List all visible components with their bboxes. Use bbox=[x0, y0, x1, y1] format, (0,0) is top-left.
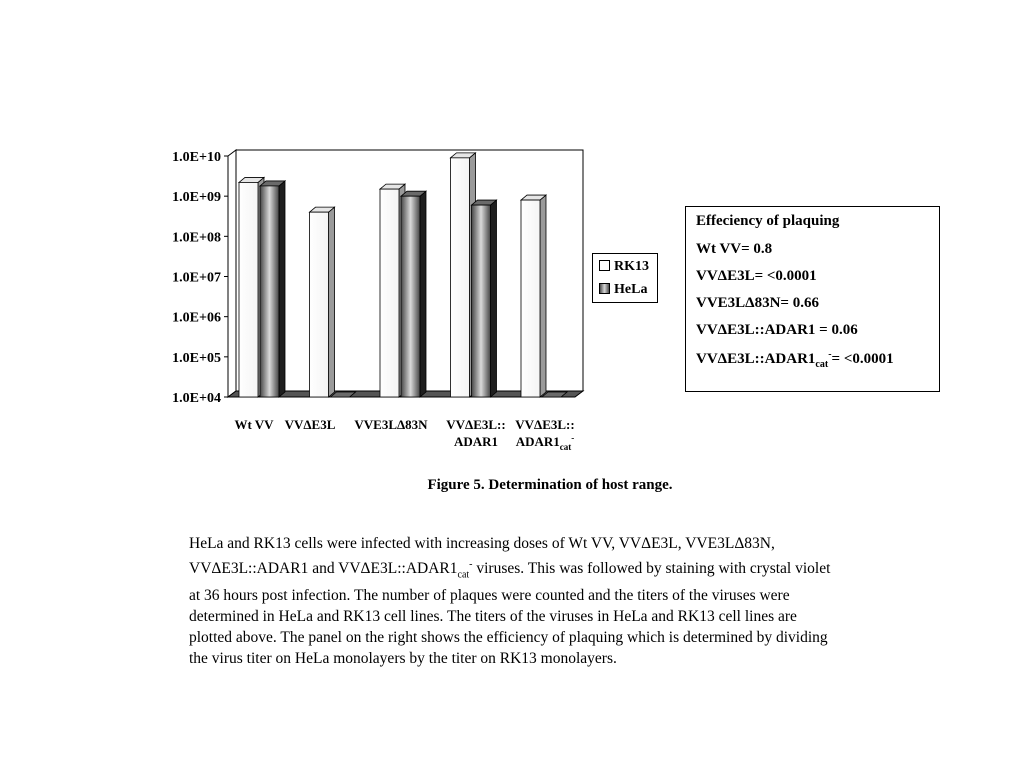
figure-description bbox=[189, 533, 919, 669]
y-axis bbox=[172, 150, 228, 406]
y-tick-label: 1.0E+09 bbox=[172, 190, 221, 206]
x-category-label: Wt VV bbox=[234, 417, 274, 432]
bar-hela-3-front bbox=[472, 205, 491, 397]
description-line-2-text: VVΔE3L::ADAR1 and VVΔE3L::ADAR1 bbox=[189, 560, 458, 578]
bar-hela-3 bbox=[472, 200, 497, 397]
x-category-label: VVΔE3L:: bbox=[515, 417, 575, 432]
legend-item-hela bbox=[599, 282, 647, 298]
description-line-2 bbox=[189, 554, 919, 585]
x-category-label-line2: $ADAR1_{cat}^-$ bbox=[515, 433, 575, 452]
y-tick-label: 1.0E+06 bbox=[172, 310, 221, 326]
panel-line-adar1cat-sup: - bbox=[828, 349, 832, 360]
bar-hela-2 bbox=[401, 191, 426, 397]
y-tick-label: 1.0E+04 bbox=[172, 391, 221, 406]
bar-hela-0-side bbox=[279, 181, 285, 397]
bar-rk13-1-front bbox=[310, 212, 329, 397]
panel-line-adar1: VVΔE3L::ADAR1 = 0.06 bbox=[696, 322, 858, 338]
legend-swatch-rk13 bbox=[599, 260, 610, 271]
panel-line-dE3L: VVΔE3L= <0.0001 bbox=[696, 268, 817, 284]
panel-heading: Effeciency of plaquing bbox=[696, 213, 840, 229]
description-line-2-sup: - bbox=[469, 559, 473, 570]
legend-item-rk13 bbox=[599, 259, 649, 275]
bar-hela-2-side bbox=[420, 191, 426, 397]
legend-label-hela: HeLa bbox=[614, 282, 648, 297]
bar-hela-0 bbox=[260, 181, 285, 397]
description-line-1: HeLa and RK13 cells were infected with increasing doses of Wt VV, VVΔE3L, VVE3LΔ83N, bbox=[189, 535, 775, 552]
bar-rk13-4-side bbox=[540, 195, 546, 397]
figure-caption: Figure 5. Determination of host range. bbox=[427, 477, 673, 493]
y-tick-label: 1.0E+05 bbox=[172, 350, 221, 366]
y-tick-label: 1.0E+07 bbox=[172, 270, 221, 286]
bar-rk13-1-side bbox=[329, 207, 335, 397]
bar-rk13-2-front bbox=[380, 189, 399, 397]
panel-line-adar1cat-value: = <0.0001 bbox=[831, 351, 894, 367]
y-tick-label: 1.0E+08 bbox=[172, 230, 221, 246]
bar-rk13-4-front bbox=[521, 200, 540, 397]
bar-hela-2-front bbox=[401, 196, 420, 397]
description-line-5: plotted above. The panel on the right shows the efficiency of plaquing which is determined by dividing bbox=[189, 629, 828, 647]
bar-hela-3-side bbox=[491, 200, 497, 397]
panel-line-wt-vv: Wt VV= 0.8 bbox=[696, 241, 773, 257]
efficiency-of-plaquing-panel bbox=[685, 206, 940, 392]
legend-label-rk13: RK13 bbox=[614, 259, 649, 274]
bar-rk13-0-front bbox=[239, 182, 258, 397]
x-category-label-line2: ADAR1 bbox=[453, 434, 499, 449]
x-category-label: VVE3LΔ83N bbox=[354, 417, 428, 432]
bar-rk13-4 bbox=[521, 195, 546, 397]
x-axis bbox=[234, 417, 574, 452]
bar-rk13-3-front bbox=[451, 158, 470, 397]
description-line-6: the virus titer on HeLa monolayers by the titer on RK13 monolayers. bbox=[189, 650, 617, 668]
x-category-label: VVΔE3L bbox=[284, 417, 336, 432]
panel-line-adar1cat-text: VVΔE3L::ADAR1 bbox=[696, 351, 816, 367]
x-category-label: VVΔE3L:: bbox=[446, 417, 506, 432]
bar-hela-0-front bbox=[260, 186, 279, 397]
description-line-4: determined in HeLa and RK13 cell lines. The titers of the viruses in HeLa and RK13 cell lines are bbox=[189, 608, 797, 626]
bar-rk13-1 bbox=[310, 207, 335, 397]
description-line-2-rest: viruses. This was followed by staining with crystal violet bbox=[472, 560, 831, 578]
y-tick-label: 1.0E+10 bbox=[172, 150, 221, 165]
panel-line-adar1cat bbox=[696, 349, 929, 370]
legend-swatch-hela bbox=[599, 283, 610, 294]
chart-legend bbox=[592, 253, 658, 303]
panel-line-d83n: VVE3LΔ83N= 0.66 bbox=[696, 295, 819, 311]
description-line-2-sub: cat bbox=[457, 569, 470, 581]
plot-side-wall bbox=[228, 150, 236, 397]
panel-line-adar1cat-sub: cat bbox=[815, 359, 829, 370]
description-line-3: at 36 hours post infection. The number of plaques were counted and the titers of the viruses were bbox=[189, 587, 790, 605]
